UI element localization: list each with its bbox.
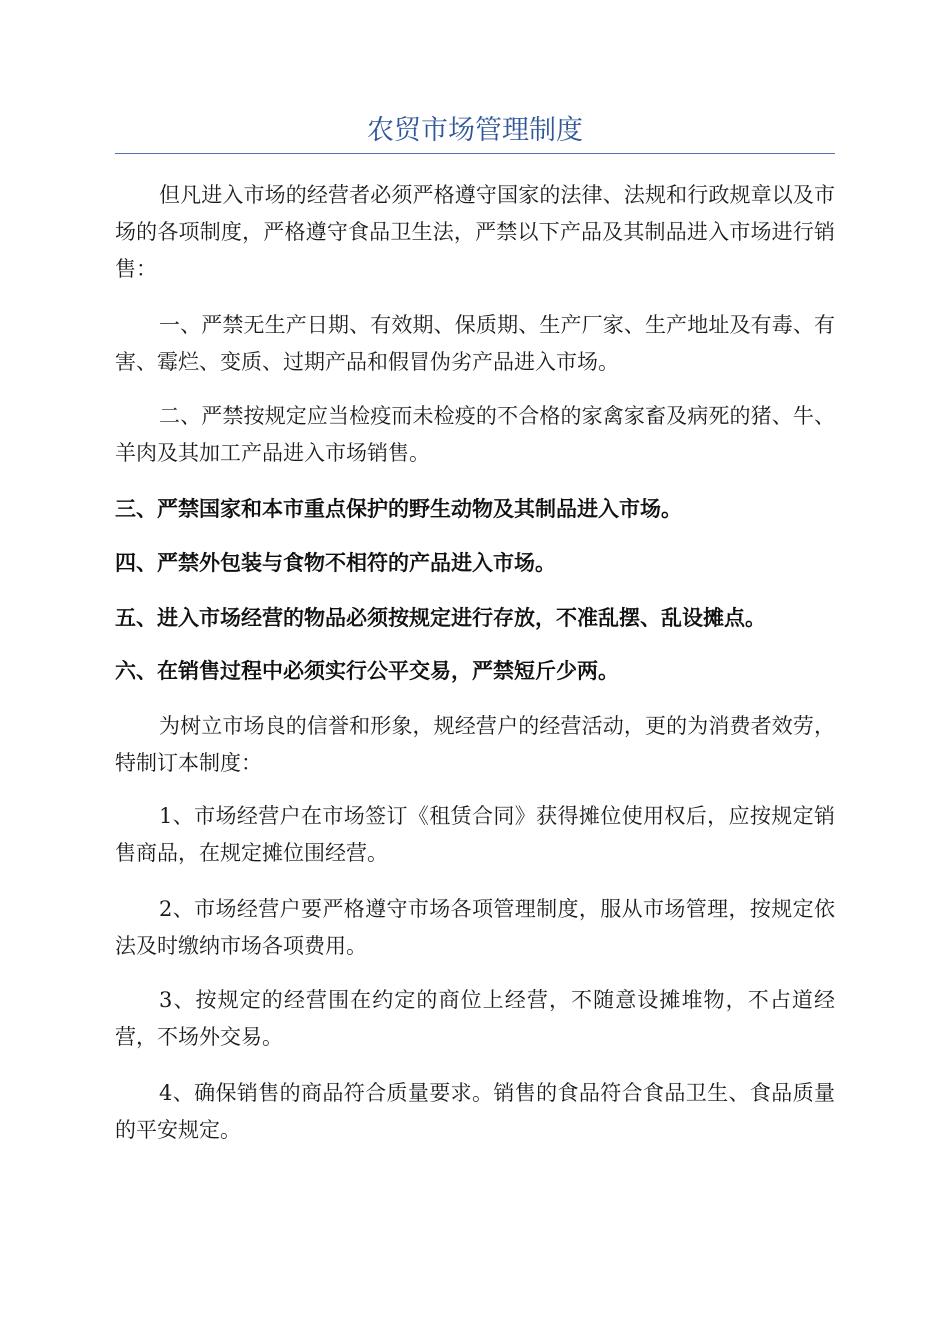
paragraph-rule-1: 一、严禁无生产日期、有效期、保质期、生产厂家、生产地址及有毒、有害、霉烂、变质、过期产品和假冒伪劣产品进入市场。 xyxy=(115,313,835,374)
paragraph-rule-4: 四、严禁外包装与食物不相符的产品进入市场。 xyxy=(115,551,556,575)
paragraph-item-4: 4、确保销售的商品符合质量要求。销售的食品符合食品卫生、食品质量的平安规定。 xyxy=(115,1081,835,1142)
paragraph-intro: 但凡进入市场的经营者必须严格遵守国家的法律、法规和行政规章以及市场的各项制度，严格遵守食品卫生法，严禁以下产品及其制品进入市场进行销售： xyxy=(115,183,835,281)
paragraph-rule-5: 五、进入市场经营的物品必须按规定进行存放，不准乱摆、乱设摊点。 xyxy=(115,606,766,630)
title-underline xyxy=(115,153,835,154)
paragraph-item-1: 1、市场经营户在市场签订《租赁合同》获得摊位使用权后，应按规定销售商品，在规定摊位围经营。 xyxy=(115,804,835,865)
paragraph-rule-3: 三、严禁国家和本市重点保护的野生动物及其制品进入市场。 xyxy=(115,497,682,521)
paragraph-item-3: 3、按规定的经营围在约定的商位上经营，不随意设摊堆物，不占道经营，不场外交易。 xyxy=(115,988,835,1049)
paragraph-rule-2: 二、严禁按规定应当检疫而未检疫的不合格的家禽家畜及病死的猪、牛、羊肉及其加工产品进入市场销售。 xyxy=(115,404,835,465)
paragraph-rule-6: 六、在销售过程中必须实行公平交易，严禁短斤少两。 xyxy=(115,659,619,683)
paragraph-purpose: 为树立市场良的信誉和形象，规经营户的经营活动，更的为消费者效劳，特制订本制度： xyxy=(115,714,835,775)
document-title: 农贸市场管理制度 xyxy=(367,115,583,146)
paragraph-item-2: 2、市场经营户要严格遵守市场各项管理制度，服从市场管理，按规定依法及时缴纳市场各项费用。 xyxy=(115,897,835,958)
